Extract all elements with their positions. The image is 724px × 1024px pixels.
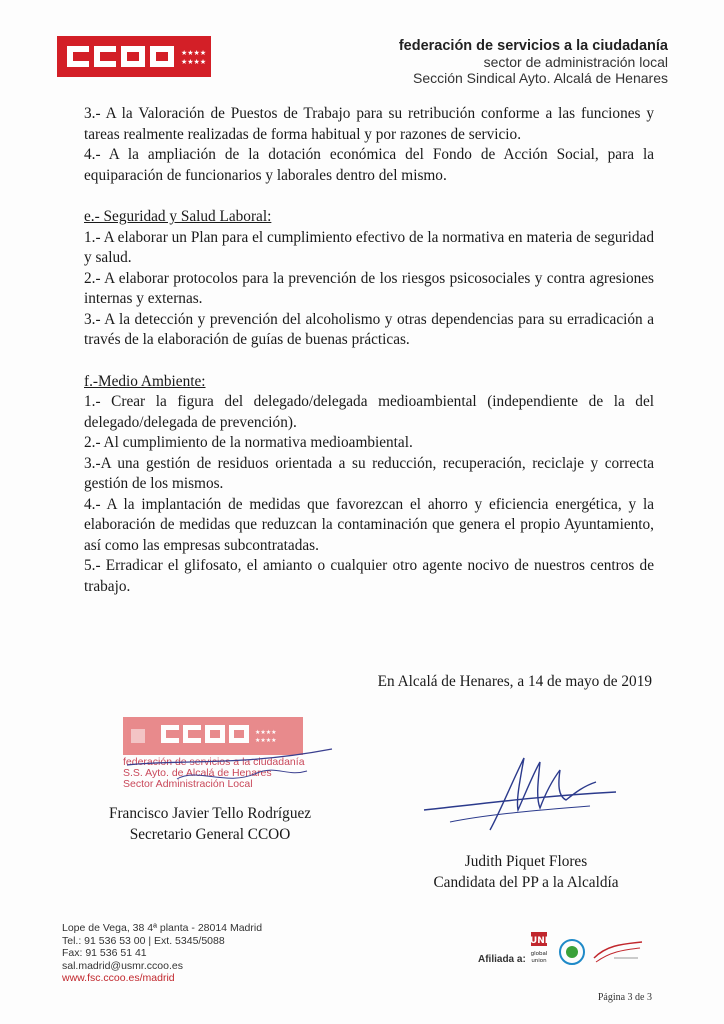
header-line-2: sector de administración local (483, 54, 668, 70)
union-stamp (117, 717, 337, 797)
footer-web: www.fsc.ccoo.es/madrid (62, 972, 175, 984)
paragraph-f4: 4.- A la implantación de medidas que favorezcan el ahorro y eficiencia energética, y la elaboración de medidas que reduzcan la contaminación que genera el propio Ayuntamiento, así como las empresas subcontratadas. (84, 495, 654, 554)
document-body (84, 104, 654, 597)
epsu-logo (592, 938, 644, 966)
stamp-line-3: Sector Administración Local (123, 778, 253, 790)
international-federation-logo (558, 938, 586, 966)
paragraph-f1: 1.- Crear la figura del delegado/delegada medioambiental (independiente de la del delegado/delegada de prevención). (84, 393, 654, 431)
signatory-right-role: Candidata del PP a la Alcaldía (433, 874, 619, 891)
footer-fax: Fax: 91 536 51 41 (62, 947, 147, 959)
signatory-right (396, 851, 656, 893)
signatory-left (100, 803, 320, 845)
svg-text:★★★★: ★★★★ (181, 49, 207, 57)
paragraph-f5: 5.- Erradicar el glifosato, el amianto o cualquier otro agente nocivo de nuestros centros de trabajo. (84, 557, 654, 595)
footer-tel: Tel.: 91 536 53 00 | Ext. 5345/5088 (62, 934, 225, 947)
date-line: En Alcalá de Henares, a 14 de mayo de 2019 (377, 673, 652, 690)
paragraph-e3: 3.- A la detección y prevención del alcoholismo y otras dependencias para su erradicación a través de la elaboración de guías de buenas prácticas. (84, 310, 654, 348)
paragraph-f3: 3.-A una gestión de residuos orientada a su reducción, recuperación, reciclaje y correcta gestión de los mismos. (84, 454, 654, 492)
svg-text:global: global (530, 951, 548, 957)
section-title-f: f.-Medio Ambiente: (84, 372, 206, 390)
stamp-line-1: federación de servicios a la ciudadanía (123, 756, 305, 768)
uni-global-union-logo (530, 932, 550, 972)
affiliation-logos (478, 932, 658, 972)
paragraph-e2: 2.- A elaborar protocolos para la prevención de los riesgos psicosociales y contra agresiones internas y externas. (84, 269, 654, 307)
page-number: Página 3 de 3 (597, 992, 652, 1003)
svg-text:union: union (531, 958, 547, 964)
affiliated-label: Afiliada a: (478, 954, 526, 965)
svg-text:★★★★: ★★★★ (255, 729, 277, 736)
footer-email: sal.madrid@usmr.ccoo.es (62, 959, 183, 972)
handwritten-signature (420, 752, 620, 842)
paragraph-d4: 4.- A la ampliación de la dotación económica del Fondo de Acción Social, para la equiparación de funcionarios y laborales dentro del mismo. (84, 146, 654, 184)
paragraph-d3: 3.- A la Valoración de Puestos de Trabajo para su retribución conforme a las funciones y tareas realmente realizadas de forma habitual y por razones de servicio. (84, 105, 654, 143)
ccoo-logo (57, 36, 211, 77)
footer-address: Lope de Vega, 38 4ª planta - 28014 Madrid (62, 922, 263, 934)
footer-contact (62, 922, 262, 985)
section-title-e: e.- Seguridad y Salud Laboral: (84, 208, 272, 225)
stamp-line-2: S.S. Ayto. de Alcalá de Henares (123, 767, 272, 779)
svg-text:★★★★: ★★★★ (181, 58, 207, 66)
svg-text:★★★★: ★★★★ (255, 737, 277, 744)
header-line-3: Sección Sindical Ayto. Alcalá de Henares (412, 70, 668, 86)
header-organization (399, 38, 668, 86)
svg-text:UNI: UNI (530, 936, 549, 946)
signatory-left-name: Francisco Javier Tello Rodríguez (108, 805, 312, 822)
signatory-left-role: Secretario General CCOO (129, 826, 291, 843)
stamp-signature-stroke (117, 737, 337, 797)
header-line-1: federación de servicios a la ciudadanía (398, 38, 668, 54)
paragraph-f2: 2.- Al cumplimiento de la normativa medioambiental. (84, 434, 413, 451)
signatory-right-name: Judith Piquet Flores (464, 853, 588, 870)
paragraph-e1: 1.- A elaborar un Plan para el cumplimiento efectivo de la normativa en materia de seguridad y salud. (84, 228, 654, 266)
